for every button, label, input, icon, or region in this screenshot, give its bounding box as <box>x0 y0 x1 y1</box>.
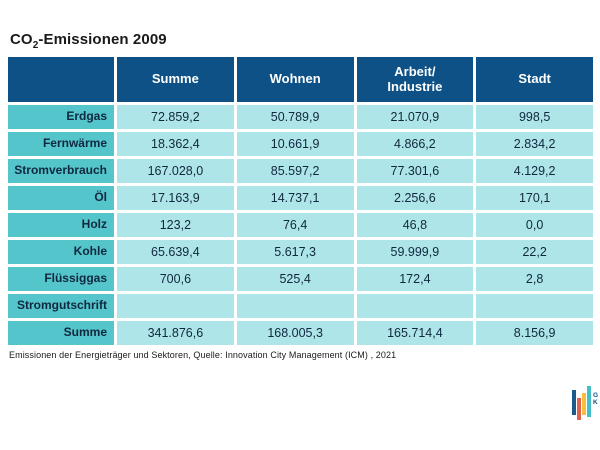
value-cell: 2.834,2 <box>476 132 593 156</box>
value-cell: 168.005,3 <box>237 321 354 345</box>
page-title: $CO_2$-Emissionen 2009 <box>10 31 167 51</box>
value-cell <box>357 294 474 318</box>
value-cell: 2,8 <box>476 267 593 291</box>
row-label: Holz <box>8 213 114 237</box>
row-label: Kohle <box>8 240 114 264</box>
value-cell: 22,2 <box>476 240 593 264</box>
row-label: Flüssiggas <box>8 267 114 291</box>
value-cell: 165.714,4 <box>357 321 474 345</box>
value-cell: 167.028,0 <box>117 159 234 183</box>
corner-cell <box>8 57 114 102</box>
row-label: Erdgas <box>8 105 114 129</box>
value-cell: 4.129,2 <box>476 159 593 183</box>
row-label: Fernwärme <box>8 132 114 156</box>
logo-bar-teal <box>587 386 591 417</box>
title-subscript: 2 <box>32 40 39 51</box>
column-header: Wohnen <box>237 57 354 102</box>
value-cell <box>117 294 234 318</box>
row-label: Öl <box>8 186 114 210</box>
value-cell: 341.876,6 <box>117 321 234 345</box>
value-cell: 998,5 <box>476 105 593 129</box>
value-cell <box>237 294 354 318</box>
logo-bar-yellow <box>582 393 586 415</box>
row-label: Stromgutschrift <box>8 294 114 318</box>
logo-letter-k: K <box>593 399 598 406</box>
value-cell: 14.737,1 <box>237 186 354 210</box>
city-logo <box>572 386 598 420</box>
value-cell: 123,2 <box>117 213 234 237</box>
value-cell: 170,1 <box>476 186 593 210</box>
logo-letter-g: G <box>593 392 599 399</box>
value-cell: 0,0 <box>476 213 593 237</box>
value-cell: 77.301,6 <box>357 159 474 183</box>
value-cell: 85.597,2 <box>237 159 354 183</box>
row-label: Summe <box>8 321 114 345</box>
value-cell: 59.999,9 <box>357 240 474 264</box>
emissions-table <box>8 57 593 345</box>
column-header: Stadt <box>476 57 593 102</box>
row-label: Stromverbrauch <box>8 159 114 183</box>
value-cell: 10.661,9 <box>237 132 354 156</box>
value-cell: 700,6 <box>117 267 234 291</box>
column-header: Arbeit/ Industrie <box>357 57 474 102</box>
value-cell: 8.156,9 <box>476 321 593 345</box>
logo-bars <box>572 386 592 420</box>
value-cell: 76,4 <box>237 213 354 237</box>
logo-bar-orange <box>577 398 581 420</box>
logo-bar-blue <box>572 390 576 415</box>
value-cell: 5.617,3 <box>237 240 354 264</box>
value-cell: 4.866,2 <box>357 132 474 156</box>
value-cell: 172,4 <box>357 267 474 291</box>
value-cell <box>476 294 593 318</box>
source-footnote: Emissionen der Energieträger und Sektoren, Quelle: Innovation City Management (ICM) , 2021 <box>9 350 397 360</box>
value-cell: 21.070,9 <box>357 105 474 129</box>
column-header: Summe <box>117 57 234 102</box>
value-cell: 72.859,2 <box>117 105 234 129</box>
logo-letters <box>593 392 598 406</box>
value-cell: 50.789,9 <box>237 105 354 129</box>
value-cell: 46,8 <box>357 213 474 237</box>
value-cell: 17.163,9 <box>117 186 234 210</box>
value-cell: 2.256,6 <box>357 186 474 210</box>
value-cell: 18.362,4 <box>117 132 234 156</box>
value-cell: 525,4 <box>237 267 354 291</box>
value-cell: 65.639,4 <box>117 240 234 264</box>
